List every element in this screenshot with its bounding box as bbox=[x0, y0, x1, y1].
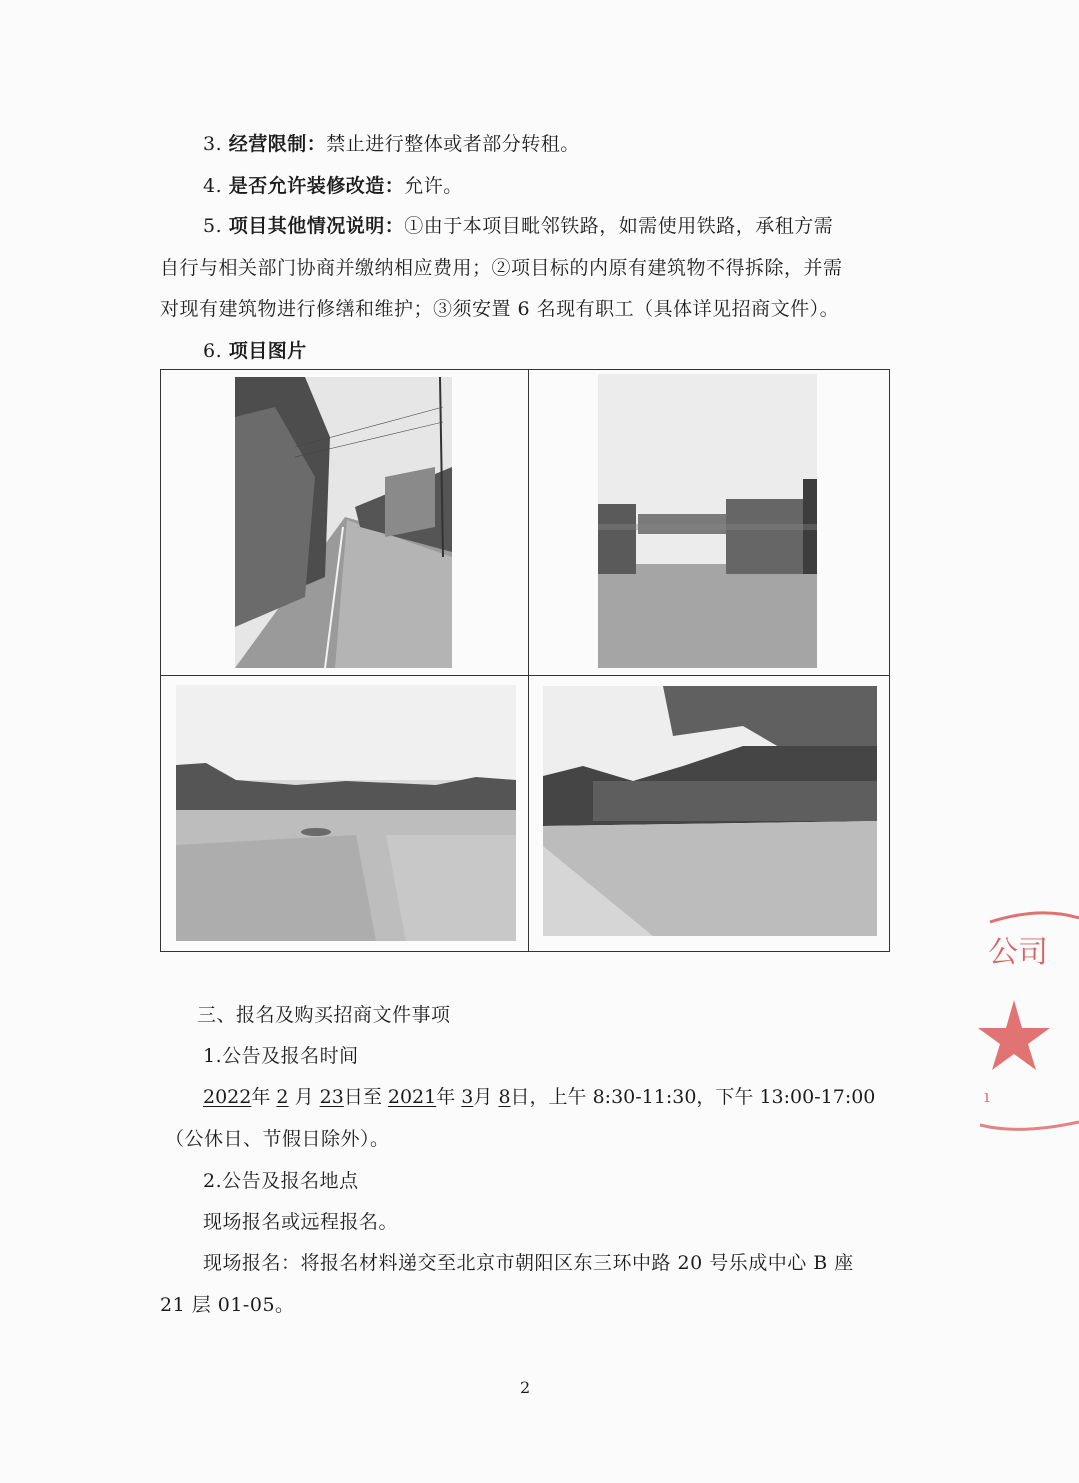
day-to-char: 日至 bbox=[343, 1086, 382, 1108]
start-day: 23 bbox=[319, 1086, 344, 1108]
item-4 bbox=[203, 173, 463, 199]
item-3-number: 3. bbox=[203, 133, 223, 155]
item-4-number: 4. bbox=[203, 175, 223, 197]
registration-method: 现场报名或远程报名。 bbox=[203, 1211, 399, 1233]
item-6 bbox=[203, 338, 307, 364]
start-month: 2 bbox=[276, 1086, 289, 1108]
company-seal bbox=[970, 910, 1079, 1140]
year-char-2: 年 bbox=[436, 1086, 456, 1108]
end-day: 8 bbox=[498, 1086, 511, 1108]
end-month: 3 bbox=[461, 1086, 474, 1108]
item-5-line-3: 对现有建筑物进行修缮和维护；③须安置 6 名现有职工（具体详见招商文件）。 bbox=[160, 298, 840, 320]
item-3-label: 经营限制： bbox=[228, 133, 327, 155]
section-3-title: 三、报名及购买招商文件事项 bbox=[197, 1004, 451, 1026]
item-3-text: 禁止进行整体或者部分转租。 bbox=[326, 133, 580, 155]
photo-table-divider-vertical bbox=[528, 369, 529, 952]
photo-building bbox=[543, 686, 877, 936]
item-6-label: 项目图片 bbox=[228, 340, 307, 362]
page-number: 2 bbox=[520, 1378, 531, 1397]
end-year: 2021 bbox=[387, 1086, 437, 1108]
photo-road bbox=[235, 377, 452, 668]
photo-table-divider-horizontal bbox=[160, 675, 890, 676]
svg-text:ı: ı bbox=[984, 1086, 990, 1107]
registration-time-line bbox=[203, 1084, 875, 1110]
item-6-number: 6. bbox=[203, 340, 223, 362]
month-char: 月 bbox=[294, 1086, 314, 1108]
section-3-subheading-2: 2.公告及报名地点 bbox=[203, 1170, 359, 1192]
year-char: 年 bbox=[251, 1086, 271, 1108]
month-char-2: 月 bbox=[473, 1086, 493, 1108]
item-5-label: 项目其他情况说明： bbox=[228, 215, 405, 237]
item-3 bbox=[203, 131, 580, 157]
onsite-registration-address: 现场报名：将报名材料递交至北京市朝阳区东三环中路 20 号乐成中心 B 座 bbox=[203, 1252, 854, 1274]
photo-yard bbox=[176, 685, 516, 941]
item-5-line-2: 自行与相关部门协商并缴纳相应费用；②项目标的内原有建筑物不得拆除，并需 bbox=[160, 257, 843, 279]
item-5 bbox=[203, 213, 833, 239]
section-3-subheading-1: 1.公告及报名时间 bbox=[203, 1045, 359, 1067]
start-year: 2022 bbox=[203, 1086, 252, 1108]
office-hours: 日，上午 8:30-11:30，下午 13:00-17:00 bbox=[510, 1086, 876, 1108]
item-4-text: 允许。 bbox=[404, 175, 463, 197]
onsite-registration-address-cont: 21 层 01-05。 bbox=[160, 1294, 295, 1316]
item-5-number: 5. bbox=[203, 215, 223, 237]
photo-gate bbox=[598, 374, 817, 668]
item-5-line-1: ①由于本项目毗邻铁路，如需使用铁路，承租方需 bbox=[404, 215, 834, 237]
item-4-label: 是否允许装修改造： bbox=[228, 175, 405, 197]
registration-time-note: （公休日、节假日除外）。 bbox=[165, 1128, 390, 1150]
seal-text: 公司 bbox=[988, 935, 1048, 970]
